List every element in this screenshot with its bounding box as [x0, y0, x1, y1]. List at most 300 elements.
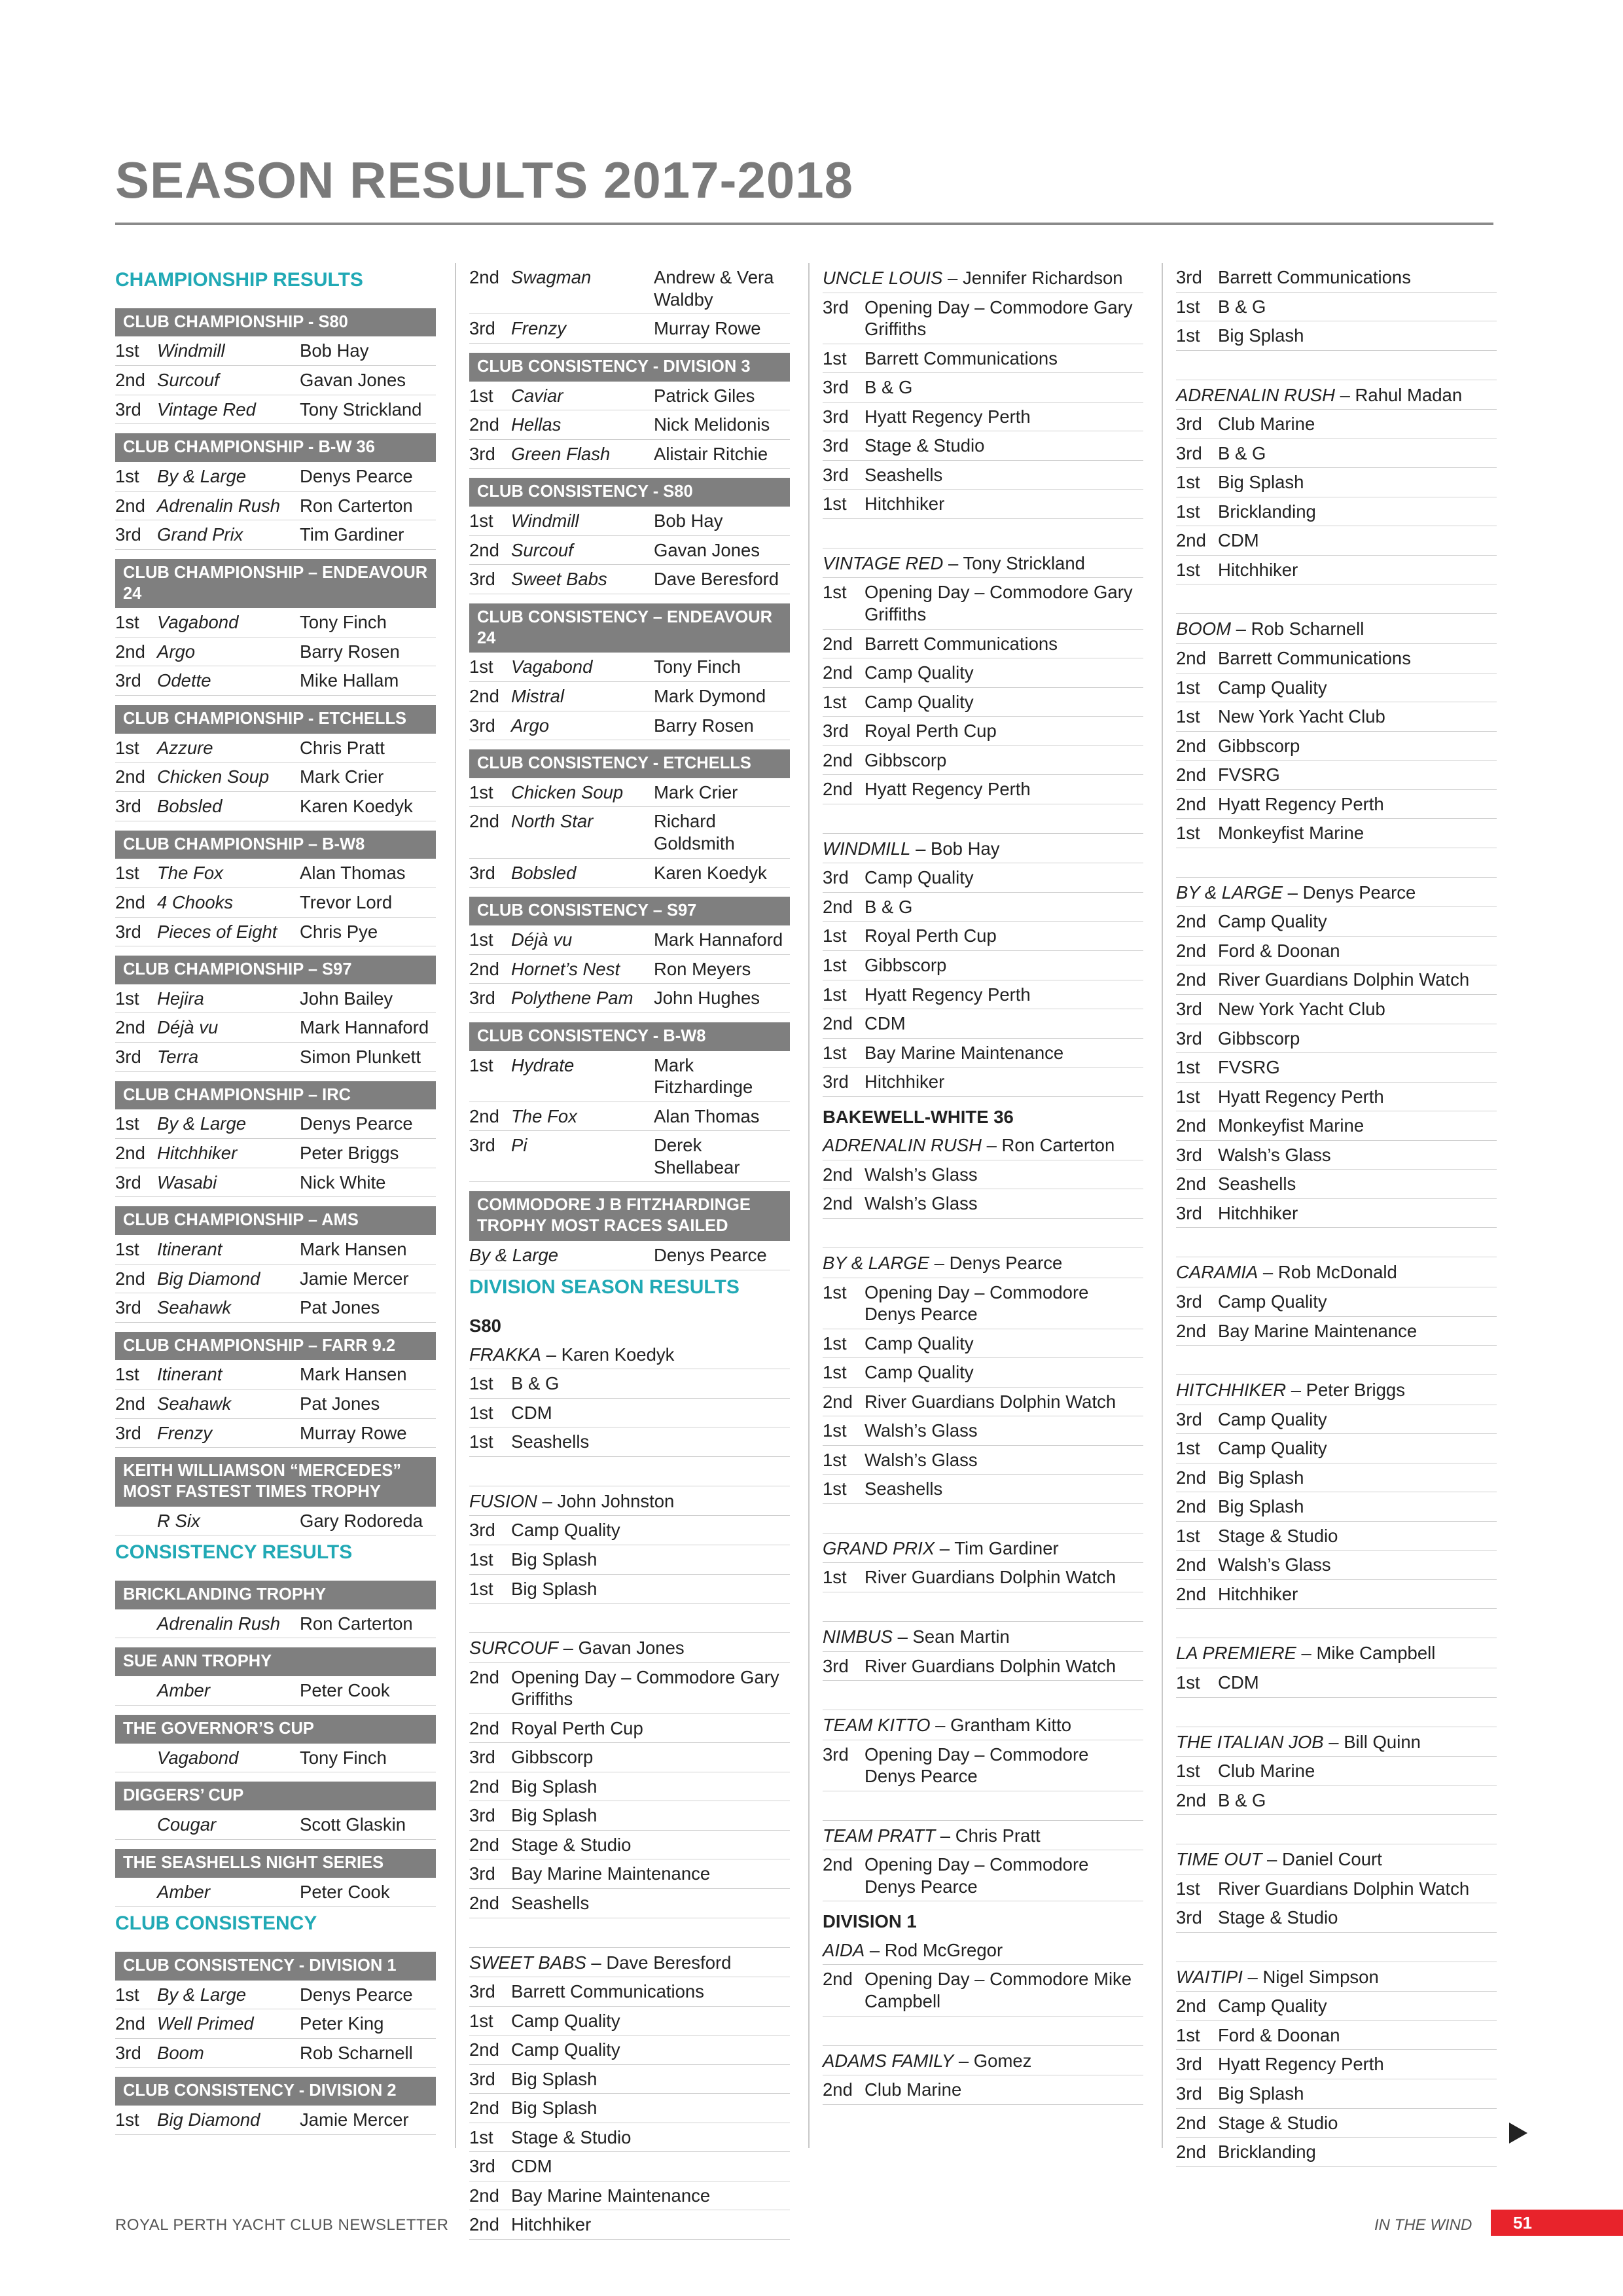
- result-row: [469, 984, 790, 1013]
- event-result: [1176, 2021, 1497, 2051]
- event-result: [469, 2123, 790, 2153]
- entry-skipper: Jennifer Richardson: [962, 268, 1123, 288]
- place: 2nd: [115, 1393, 145, 1414]
- entry-spacer: [1176, 1698, 1497, 1727]
- event-result: [823, 490, 1143, 519]
- event-name: Opening Day – Commodore Mike Campbell: [865, 1969, 1132, 2011]
- entry-boat: ADRENALIN RUSH: [823, 1135, 982, 1156]
- category-bar: CLUB CONSISTENCY - ETCHELLS: [469, 749, 790, 778]
- event-name: Royal Perth Cup: [865, 925, 997, 946]
- event-result: [823, 1388, 1143, 1417]
- event-name: Walsh’s Glass: [865, 1420, 978, 1441]
- place: 2nd: [823, 633, 853, 654]
- boat-entry: [823, 834, 1143, 864]
- event-name: Camp Quality: [1218, 1291, 1327, 1312]
- event-result: [823, 293, 1143, 344]
- place: 3rd: [1176, 2083, 1202, 2104]
- boat-entry: [1176, 1638, 1497, 1668]
- place: 3rd: [1176, 1907, 1202, 1928]
- place: 3rd: [469, 2156, 495, 2177]
- event-result: [1176, 1757, 1497, 1786]
- event-name: Big Splash: [511, 2068, 597, 2089]
- place: 3rd: [1176, 267, 1202, 287]
- event-name: Walsh’s Glass: [865, 1193, 978, 1214]
- event-result: [1176, 1992, 1497, 2021]
- place: 3rd: [823, 1071, 849, 1092]
- place: 2nd: [469, 539, 499, 560]
- event-result: [1176, 468, 1497, 497]
- boat-entry: [823, 263, 1143, 293]
- entry-dash: –: [537, 1490, 558, 1511]
- event-result: [823, 1039, 1143, 1068]
- owner-name: Ron Carterton: [300, 1613, 413, 1634]
- place: 1st: [1176, 2024, 1200, 2045]
- boat-name: Grand Prix: [157, 524, 243, 545]
- boat-name: Windmill: [157, 340, 225, 361]
- boat-entry: [469, 1948, 790, 1978]
- event-name: Big Splash: [1218, 2083, 1304, 2104]
- entry-spacer: [823, 2017, 1143, 2046]
- place: 1st: [823, 1333, 847, 1354]
- owner-name: Derek Shellabear: [654, 1135, 740, 1177]
- entry-dash: –: [1242, 1966, 1263, 1987]
- event-result: [469, 1889, 790, 1918]
- category-bar: CLUB CONSISTENCY – S97: [469, 897, 790, 925]
- boat-name: Mistral: [511, 685, 564, 706]
- place: 2nd: [469, 2098, 499, 2119]
- event-name: Royal Perth Cup: [865, 721, 997, 742]
- boat-entry: [1176, 380, 1497, 410]
- boat-entry: [1176, 878, 1497, 908]
- entry-skipper: Chris Pratt: [955, 1825, 1041, 1846]
- category-bar: CLUB CHAMPIONSHIP – AMS: [115, 1206, 436, 1235]
- event-result: [469, 1575, 790, 1604]
- result-row: [115, 1810, 436, 1840]
- event-name: B & G: [1218, 442, 1266, 463]
- event-result: [823, 1358, 1143, 1388]
- boat-name: Amber: [157, 1680, 210, 1701]
- place: 2nd: [469, 2039, 499, 2060]
- boat-entry: [823, 2046, 1143, 2076]
- category-bar: CLUB CHAMPIONSHIP – ENDEAVOUR 24: [115, 559, 436, 609]
- event-name: New York Yacht Club: [1218, 999, 1385, 1020]
- event-result: [1176, 937, 1497, 966]
- event-result: [823, 922, 1143, 951]
- owner-name: Tony Finch: [654, 656, 741, 677]
- owner-name: Nick White: [300, 1172, 386, 1193]
- event-name: Big Splash: [511, 1549, 597, 1570]
- place: 1st: [823, 955, 847, 976]
- place: 2nd: [1176, 2142, 1206, 2162]
- place: 2nd: [115, 2013, 145, 2034]
- boat-name: Green Flash: [511, 443, 611, 464]
- result-row: [469, 565, 790, 594]
- event-name: Opening Day – Commodore Gary Griffiths: [865, 296, 1133, 340]
- place: 2nd: [469, 958, 499, 979]
- place: 1st: [115, 1984, 139, 2005]
- boat-name: The Fox: [157, 863, 223, 884]
- place: 2nd: [115, 891, 145, 912]
- event-name: Bay Marine Maintenance: [1218, 1320, 1418, 1341]
- boat-entry: [469, 1486, 790, 1516]
- next-page-arrow-icon[interactable]: [1509, 2123, 1527, 2144]
- place: 3rd: [823, 406, 849, 427]
- event-name: Hitchhiker: [511, 2214, 592, 2235]
- boat-entry: [1176, 1962, 1497, 1992]
- event-result: [1176, 644, 1497, 673]
- event-name: Big Splash: [1218, 1496, 1304, 1517]
- event-name: Club Marine: [1218, 414, 1315, 435]
- place: 3rd: [1176, 999, 1202, 1020]
- result-row: [115, 608, 436, 637]
- entry-spacer: [823, 804, 1143, 834]
- boat-name: Hitchhiker: [157, 1142, 238, 1163]
- entry-boat: ADRENALIN RUSH: [1176, 384, 1335, 405]
- result-row: [115, 1676, 436, 1706]
- place: 1st: [1176, 1438, 1200, 1459]
- entry-dash: –: [954, 2050, 974, 2071]
- place: 1st: [823, 1042, 847, 1063]
- owner-name: Mike Hallam: [300, 670, 399, 691]
- event-result: [823, 893, 1143, 922]
- result-row: [115, 366, 436, 395]
- owner-name: Tim Gardiner: [300, 524, 404, 545]
- entry-skipper: Rob McDonald: [1277, 1262, 1397, 1283]
- place: 2nd: [823, 1193, 853, 1214]
- result-row: [115, 1139, 436, 1168]
- entry-spacer: [823, 1219, 1143, 1248]
- entry-dash: –: [943, 552, 963, 573]
- place: 2nd: [469, 2214, 499, 2235]
- place: 2nd: [1176, 2112, 1206, 2133]
- boat-entry: [1176, 1257, 1497, 1287]
- owner-name: Tony Finch: [300, 1747, 387, 1768]
- event-result: [1176, 995, 1497, 1024]
- result-row: [469, 1241, 790, 1270]
- entry-skipper: Bill Quinn: [1344, 1731, 1421, 1752]
- event-name: Camp Quality: [1218, 1996, 1327, 2017]
- boat-name: Sweet Babs: [511, 569, 607, 590]
- event-result: [823, 1965, 1143, 2016]
- event-name: Bay Marine Maintenance: [511, 2185, 711, 2206]
- place: 1st: [1176, 823, 1200, 844]
- place: 3rd: [469, 1520, 495, 1541]
- place: 1st: [823, 1449, 847, 1470]
- footer-publication: ROYAL PERTH YACHT CLUB NEWSLETTER: [115, 2216, 449, 2234]
- place: 3rd: [823, 377, 849, 398]
- boat-name: Adrenalin Rush: [157, 495, 281, 516]
- entry-dash: –: [930, 1715, 951, 1736]
- entry-boat: GRAND PRIX: [823, 1537, 935, 1558]
- place: 3rd: [1176, 1202, 1202, 1223]
- event-result: [469, 2007, 790, 2036]
- event-name: Stage & Studio: [1218, 2112, 1338, 2133]
- event-result: [469, 1427, 790, 1457]
- owner-name: Scott Glaskin: [300, 1814, 406, 1835]
- event-result: [823, 717, 1143, 746]
- event-name: Big Splash: [511, 1805, 597, 1826]
- event-result: [823, 1652, 1143, 1681]
- boat-entry: [469, 1340, 790, 1370]
- event-name: New York Yacht Club: [1218, 706, 1385, 727]
- entry-spacer: [1176, 1609, 1497, 1638]
- entry-spacer: [469, 1604, 790, 1633]
- boat-entry: [823, 1935, 1143, 1965]
- place: 3rd: [1176, 414, 1202, 435]
- boat-entry: [823, 1821, 1143, 1851]
- place: 1st: [469, 1578, 493, 1599]
- place: 3rd: [823, 296, 849, 317]
- boat-name: Amber: [157, 1881, 210, 1902]
- owner-name: Dave Beresford: [654, 569, 779, 590]
- place: 1st: [115, 1364, 139, 1385]
- event-result: [1176, 907, 1497, 937]
- event-name: Camp Quality: [511, 2010, 620, 2031]
- owner-name: Trevor Lord: [300, 891, 393, 912]
- owner-name: Ron Carterton: [300, 495, 413, 516]
- event-result: [1176, 439, 1497, 469]
- boat-name: Chicken Soup: [511, 781, 624, 802]
- event-name: Hyatt Regency Perth: [865, 406, 1031, 427]
- boat-name: Itinerant: [157, 1364, 223, 1385]
- event-name: Camp Quality: [1218, 677, 1327, 698]
- event-result: [1176, 321, 1497, 351]
- event-name: Monkeyfist Marine: [1218, 823, 1364, 844]
- event-name: Barrett Communications: [865, 348, 1058, 368]
- place: 1st: [1176, 325, 1200, 346]
- entry-dash: –: [929, 1252, 950, 1273]
- result-row: [115, 859, 436, 888]
- entry-boat: VINTAGE RED: [823, 552, 944, 573]
- entry-boat: SURCOUF: [469, 1638, 558, 1659]
- boat-name: Swagman: [511, 267, 592, 287]
- entry-dash: –: [1296, 1643, 1317, 1664]
- boat-name: Big Diamond: [157, 1268, 260, 1289]
- category-bar: KEITH WILLIAMSON “MERCEDES” MOST FASTEST TIMES TROPHY: [115, 1457, 436, 1507]
- event-result: [1176, 819, 1497, 848]
- owner-name: Mark Hansen: [300, 1364, 407, 1385]
- place: 2nd: [1176, 530, 1206, 551]
- entry-skipper: Denys Pearce: [949, 1252, 1063, 1273]
- boat-name: Surcouf: [157, 370, 219, 391]
- place: 1st: [1176, 677, 1200, 698]
- entry-dash: –: [865, 1939, 885, 1960]
- entry-dash: –: [1258, 1262, 1278, 1283]
- place: 2nd: [469, 1834, 499, 1855]
- event-name: Opening Day – Commodore Denys Pearce: [865, 1744, 1089, 1787]
- boat-name: Hellas: [511, 414, 562, 435]
- event-name: Walsh’s Glass: [865, 1449, 978, 1470]
- entry-skipper: John Johnston: [557, 1490, 675, 1511]
- boat-name: Wasabi: [157, 1172, 217, 1193]
- owner-name: Karen Koedyk: [654, 862, 767, 883]
- boat-name: Vintage Red: [157, 399, 256, 420]
- result-row: [115, 1507, 436, 1536]
- category-bar: BRICKLANDING TROPHY: [115, 1581, 436, 1609]
- boat-name: Surcouf: [511, 539, 573, 560]
- place: 2nd: [115, 495, 145, 516]
- category-bar: SUE ANN TROPHY: [115, 1647, 436, 1676]
- event-result: [1176, 761, 1497, 790]
- owner-name: Bob Hay: [300, 340, 369, 361]
- event-name: Barrett Communications: [1218, 648, 1411, 669]
- place: 3rd: [1176, 442, 1202, 463]
- place: 2nd: [469, 1776, 499, 1797]
- result-row: [115, 520, 436, 550]
- result-row: [469, 410, 790, 440]
- boat-name: R Six: [157, 1510, 200, 1531]
- event-name: Opening Day – Commodore Denys Pearce: [865, 1282, 1089, 1325]
- owner-name: Karen Koedyk: [300, 795, 413, 816]
- owner-name: Tony Finch: [300, 612, 387, 633]
- event-result: [823, 1189, 1143, 1219]
- event-result: [823, 578, 1143, 629]
- event-result: [1176, 1903, 1497, 1933]
- event-name: Seashells: [511, 1892, 590, 1913]
- event-result: [823, 1278, 1143, 1329]
- place: 2nd: [823, 2079, 853, 2100]
- event-result: [469, 1801, 790, 1831]
- entry-spacer: [823, 1791, 1143, 1821]
- event-name: B & G: [865, 377, 913, 398]
- entry-skipper: Gavan Jones: [578, 1638, 685, 1659]
- owner-name: Gary Rodoreda: [300, 1510, 423, 1531]
- place: 3rd: [469, 318, 495, 339]
- page-title: SEASON RESULTS 2017-2018: [115, 151, 853, 209]
- class-heading: BAKEWELL-WHITE 36: [823, 1106, 1014, 1127]
- place: 2nd: [1176, 648, 1206, 669]
- event-name: Camp Quality: [1218, 1408, 1327, 1429]
- place: 1st: [469, 1549, 493, 1570]
- event-result: [823, 461, 1143, 490]
- boat-name: Frenzy: [157, 1422, 213, 1443]
- event-result: [823, 373, 1143, 403]
- event-name: Hyatt Regency Perth: [865, 779, 1031, 800]
- result-row: [469, 859, 790, 888]
- place: 3rd: [115, 1422, 141, 1443]
- place: 3rd: [115, 1172, 141, 1193]
- result-row: [469, 925, 790, 955]
- event-name: Walsh’s Glass: [865, 1164, 978, 1185]
- boat-entry: [1176, 614, 1497, 644]
- place: 1st: [1176, 296, 1200, 317]
- results-column-2: [469, 263, 790, 2240]
- place: 1st: [115, 1113, 139, 1134]
- event-result: [823, 1009, 1143, 1039]
- event-result: [469, 1831, 790, 1860]
- category-bar: CLUB CHAMPIONSHIP – B-W8: [115, 831, 436, 859]
- place: 2nd: [115, 1017, 145, 1038]
- entry-skipper: Ron Carterton: [1001, 1135, 1115, 1156]
- owner-name: Chris Pye: [300, 921, 378, 942]
- owner-name: Patrick Giles: [654, 385, 755, 406]
- event-result: [1176, 1141, 1497, 1170]
- place: 1st: [823, 925, 847, 946]
- event-result: [823, 1850, 1143, 1901]
- boat-name: By & Large: [469, 1245, 559, 1265]
- event-result: [823, 1160, 1143, 1190]
- place: 3rd: [115, 795, 141, 816]
- category-bar: DIGGERS’ CUP: [115, 1782, 436, 1810]
- place: 2nd: [1176, 764, 1206, 785]
- event-name: Seashells: [511, 1431, 590, 1452]
- owner-name: Tony Strickland: [300, 399, 422, 420]
- place: 3rd: [469, 1747, 495, 1768]
- place: 1st: [1176, 1525, 1200, 1546]
- event-result: [1176, 263, 1497, 293]
- boat-name: Well Primed: [157, 2013, 254, 2034]
- event-result: [469, 2036, 790, 2065]
- entry-dash: –: [981, 1135, 1002, 1156]
- event-result: [1176, 410, 1497, 439]
- entry-boat: TIME OUT: [1176, 1849, 1262, 1870]
- column-divider: [1162, 263, 1163, 2148]
- place: 2nd: [115, 641, 145, 662]
- entry-spacer: [1176, 1933, 1497, 1962]
- event-name: River Guardians Dolphin Watch: [1218, 1878, 1470, 1899]
- column-divider: [455, 263, 456, 2148]
- entry-skipper: Karen Koedyk: [561, 1344, 675, 1365]
- result-row: [469, 653, 790, 682]
- event-result: [1176, 1317, 1497, 1346]
- boat-entry: [823, 1248, 1143, 1278]
- owner-name: Mark Dymond: [654, 685, 766, 706]
- boat-name: North Star: [511, 811, 594, 832]
- column-divider: [808, 263, 810, 2148]
- event-name: Hyatt Regency Perth: [1218, 1086, 1384, 1107]
- category-bar: THE SEASHELLS NIGHT SERIES: [115, 1849, 436, 1878]
- event-name: Seashells: [865, 464, 943, 485]
- entry-skipper: Gomez: [973, 2050, 1032, 2071]
- result-row: [469, 536, 790, 565]
- entry-dash: –: [935, 1537, 955, 1558]
- event-result: [1176, 2138, 1497, 2167]
- page-number: 51: [1491, 2210, 1623, 2236]
- boat-entry: [823, 1710, 1143, 1740]
- owner-name: Mark Fitzhardinge: [654, 1054, 753, 1098]
- place: 3rd: [469, 715, 495, 736]
- boat-name: Pi: [511, 1135, 527, 1156]
- owner-name: Denys Pearce: [654, 1245, 767, 1265]
- event-name: B & G: [865, 896, 913, 917]
- entry-spacer: [823, 1504, 1143, 1534]
- result-row: [115, 984, 436, 1014]
- owner-name: Gavan Jones: [300, 370, 406, 391]
- place: 2nd: [823, 896, 853, 917]
- result-row: [115, 336, 436, 366]
- event-result: [1176, 1287, 1497, 1317]
- event-result: [823, 1563, 1143, 1592]
- place: 1st: [1176, 1878, 1200, 1899]
- event-result: [823, 688, 1143, 717]
- result-row: [469, 955, 790, 984]
- event-name: Royal Perth Cup: [511, 1717, 643, 1738]
- boat-name: Windmill: [511, 511, 579, 531]
- event-name: CDM: [865, 1013, 906, 1034]
- boat-name: Big Diamond: [157, 2109, 260, 2130]
- event-result: [469, 1714, 790, 1744]
- entry-skipper: Peter Briggs: [1306, 1380, 1405, 1401]
- entry-skipper: Tim Gardiner: [954, 1537, 1059, 1558]
- entry-dash: –: [1286, 1380, 1306, 1401]
- event-result: [823, 1416, 1143, 1446]
- category-bar: CLUB CHAMPIONSHIP - S80: [115, 308, 436, 337]
- event-result: [469, 2181, 790, 2211]
- event-result: [1176, 1580, 1497, 1609]
- event-result: [469, 1545, 790, 1575]
- event-name: Opening Day – Commodore Gary Griffiths: [865, 582, 1133, 625]
- owner-name: Mark Crier: [300, 766, 384, 787]
